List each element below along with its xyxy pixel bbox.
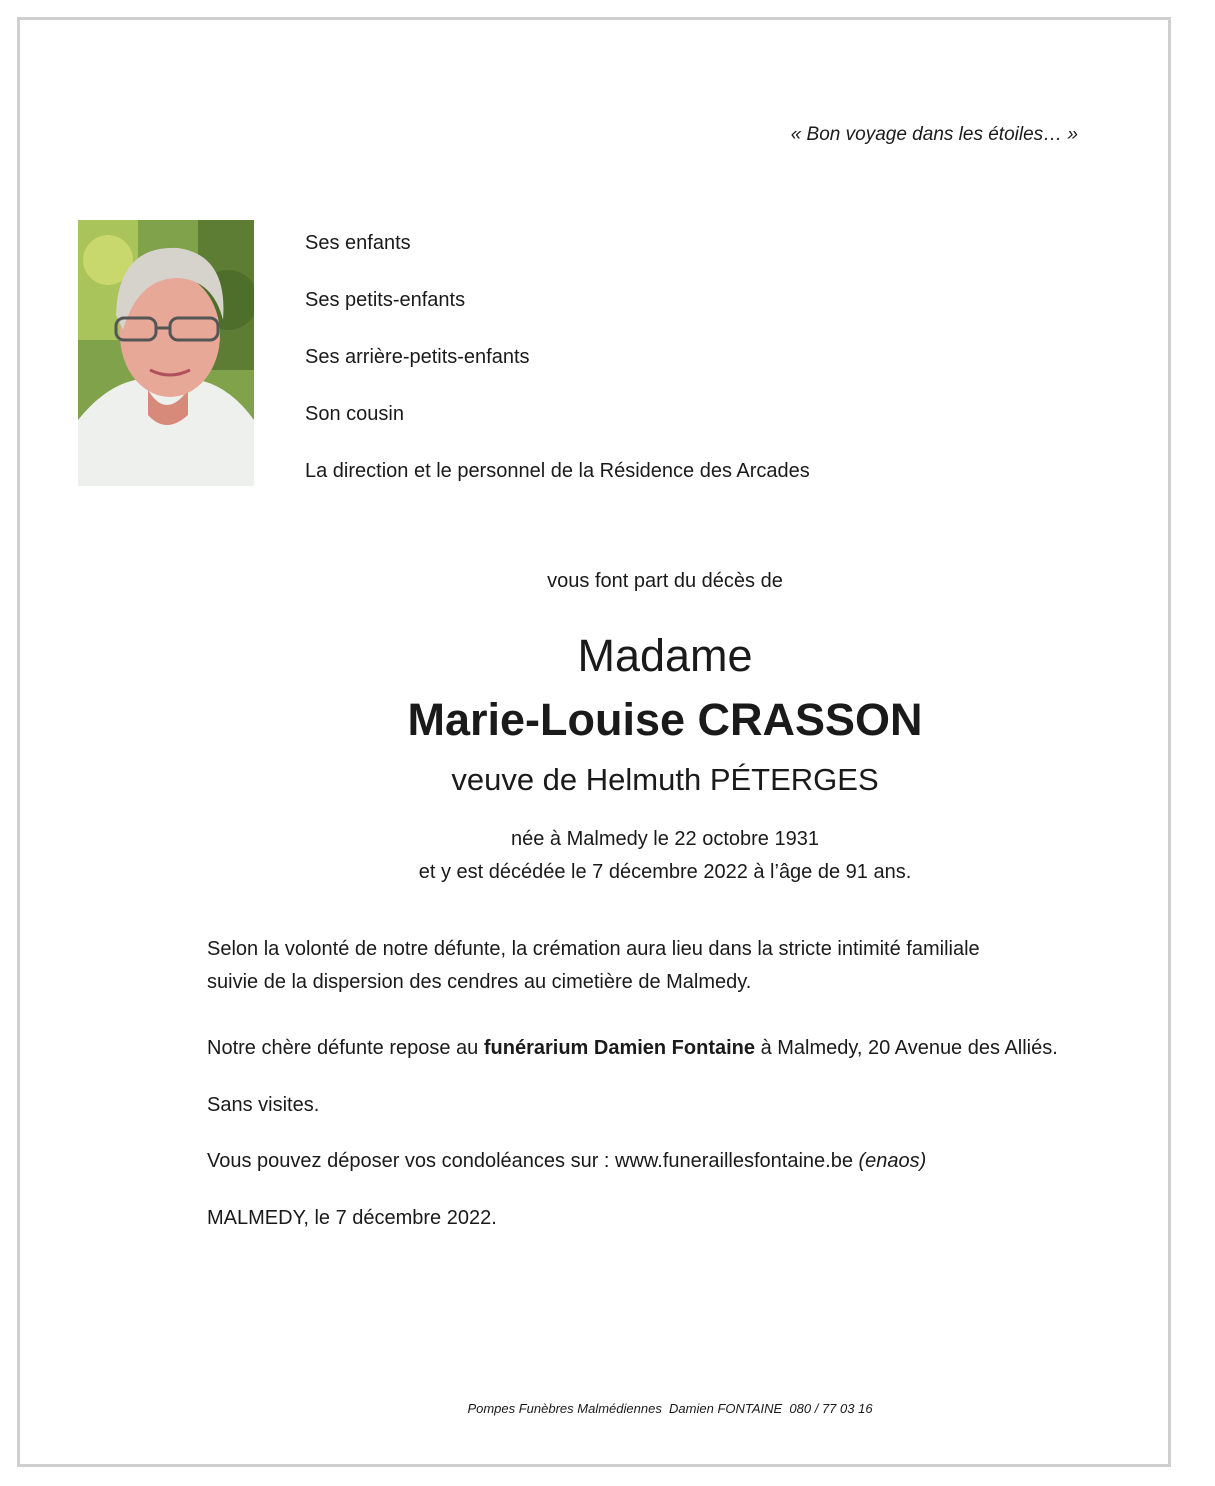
family-item: Ses arrière-petits-enfants bbox=[305, 346, 530, 368]
deceased-name: Marie-Louise CRASSON bbox=[407, 694, 923, 745]
family-item: La direction et le personnel de la Résidence des Arcades bbox=[305, 460, 810, 482]
cremation-line: suivie de la dispersion des cendres au cimetière de Malmedy. bbox=[207, 971, 752, 993]
condolences-tag: (enaos) bbox=[858, 1150, 927, 1172]
widow-of: veuve de Helmuth PÉTERGES bbox=[451, 762, 879, 797]
repose-suffix: à Malmedy, 20 Avenue des Alliés. bbox=[755, 1037, 1058, 1059]
cremation-line: Selon la volonté de notre défunte, la crémation aura lieu dans la stricte intimité familiale bbox=[207, 938, 980, 960]
cremation-paragraph bbox=[207, 933, 980, 999]
family-item: Son cousin bbox=[305, 403, 404, 425]
death-info: et y est décédée le 7 décembre 2022 à l’âge de 91 ans. bbox=[418, 861, 912, 883]
repose-paragraph bbox=[207, 1032, 1058, 1065]
family-item: Ses petits-enfants bbox=[305, 289, 466, 311]
epigraph-quote: « Bon voyage dans les étoiles… » bbox=[790, 124, 1078, 145]
date-line: MALMEDY, le 7 décembre 2022. bbox=[207, 1207, 497, 1229]
footer: Pompes Funèbres Malmédiennes Damien FONTAINE 080 / 77 03 16 bbox=[467, 1401, 873, 1416]
deceased-title: Madame bbox=[577, 630, 753, 681]
announcement-intro: vous font part du décès de bbox=[547, 570, 783, 592]
family-item: Ses enfants bbox=[305, 232, 411, 254]
portrait-photo bbox=[78, 220, 254, 486]
family-list bbox=[305, 230, 810, 515]
birth-info: née à Malmedy le 22 octobre 1931 bbox=[511, 828, 819, 850]
condolences-paragraph bbox=[207, 1145, 926, 1178]
condolences-text: Vous pouvez déposer vos condoléances sur : www.funeraillesfontaine.be bbox=[207, 1150, 859, 1172]
visits-paragraph: Sans visites. bbox=[207, 1094, 320, 1116]
repose-prefix: Notre chère défunte repose au bbox=[207, 1037, 484, 1059]
funeral-home-name: funérarium Damien Fontaine bbox=[483, 1037, 756, 1059]
